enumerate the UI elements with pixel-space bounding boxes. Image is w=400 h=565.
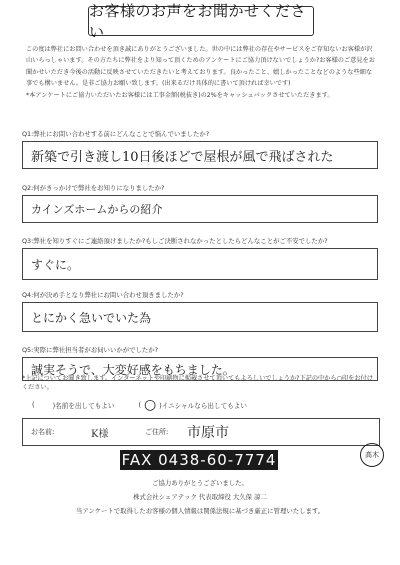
question-5 bbox=[22, 346, 378, 377]
intro-paragraph: この度は弊社にお問い合わせを頂き誠にありがとうございました。世の中には弊社の存在やサービスをご存知ないお客様が沢山いらっしゃいます。その方たちに弊社をより知って頂くためのアンケートにご協力頂けないでしょうか?お客様のご意見をお聞かせいただき今後の活動に反映させていただきたいと考えております。良かったこと、嬉しかったことなどのような些細な事でも構いません。是非ご協力お願い致します。(出来るだけ具体的に書いて頂ければ幸いです) bbox=[26, 46, 375, 88]
address-label: ご住所: bbox=[145, 428, 169, 436]
question-text: Q5:実際に弊社担当者がお伺いいかがでしたか? bbox=[22, 346, 159, 354]
question-2 bbox=[22, 184, 378, 216]
cashback-note: *本アンケートにご協力いただいたお客様には工事金額(税抜き)の2%をキャッシュバックさせていただきます。 bbox=[26, 91, 334, 99]
answer-text: カインズホームからの紹介 bbox=[31, 203, 163, 216]
thanks-text: ご協力ありがとうございました。 bbox=[152, 479, 248, 487]
privacy-notice: 当アンケートで取得したお客様の個人情報は関係法規に基づき厳正に管理いたします。 bbox=[75, 507, 325, 515]
question-text: Q3:弊社を知りすぐにご連絡頂けましたか?もしご決断されなかったとしたらどんなことがご不安でしたか? bbox=[22, 237, 328, 245]
option-mark: ○ bbox=[143, 397, 157, 413]
question-3 bbox=[22, 237, 378, 272]
consent-instructions bbox=[22, 374, 378, 392]
question-text: Q1:弊社にお問い合わせする前にどんなことで悩んでいましたか? bbox=[22, 130, 210, 138]
consent-options bbox=[32, 397, 247, 413]
answer-box bbox=[22, 248, 378, 280]
option-full-name[interactable]: ( )名前を出してもよい bbox=[32, 401, 115, 410]
question-1 bbox=[22, 130, 378, 165]
answer-box bbox=[22, 141, 378, 169]
question-text: Q4:何が決め手となり弊社にお問い合わせ頂きましたか? bbox=[22, 291, 184, 299]
page-title: お客様のお声をお聞かせください bbox=[88, 6, 314, 36]
fax-number: FAX 0438-60-7774 bbox=[121, 451, 277, 469]
consent-text: *上記についてお聞き致します。インターネットや印刷物に掲載させて頂いてもよろしいでしょうか?下記の中から○印をお付けください。 bbox=[22, 375, 373, 392]
company-signature: 株式会社シェアテック 代表取締役 大久保 諒二 bbox=[133, 493, 267, 501]
option-label: )イニシャルなら出してもよい bbox=[159, 402, 247, 410]
question-4 bbox=[22, 291, 378, 325]
intro-text bbox=[26, 44, 378, 101]
name-address-box bbox=[22, 418, 380, 446]
answer-box bbox=[22, 195, 378, 223]
answer-box bbox=[22, 302, 378, 332]
option-label: )名前を出してもよい bbox=[52, 402, 115, 410]
name-label: お名前: bbox=[31, 428, 55, 436]
answer-text: とにかく急いでいた為 bbox=[31, 310, 152, 325]
answer-text: 誠実そうで、大変好感をもちました。 bbox=[31, 362, 235, 377]
address-value: 市原市 bbox=[187, 425, 229, 441]
company-seal: 高木 bbox=[360, 443, 384, 467]
name-value: K様 bbox=[91, 429, 109, 440]
question-text: Q2:何がきっかけで弊社をお知りになりましたか? bbox=[22, 184, 165, 192]
answer-text: すぐに。 bbox=[31, 257, 80, 272]
option-initials[interactable]: ( ○ )イニシャルなら出してもよい bbox=[138, 397, 247, 413]
answer-text: 新築で引き渡し10日後ほどで屋根が風で飛ばされた bbox=[31, 149, 334, 165]
